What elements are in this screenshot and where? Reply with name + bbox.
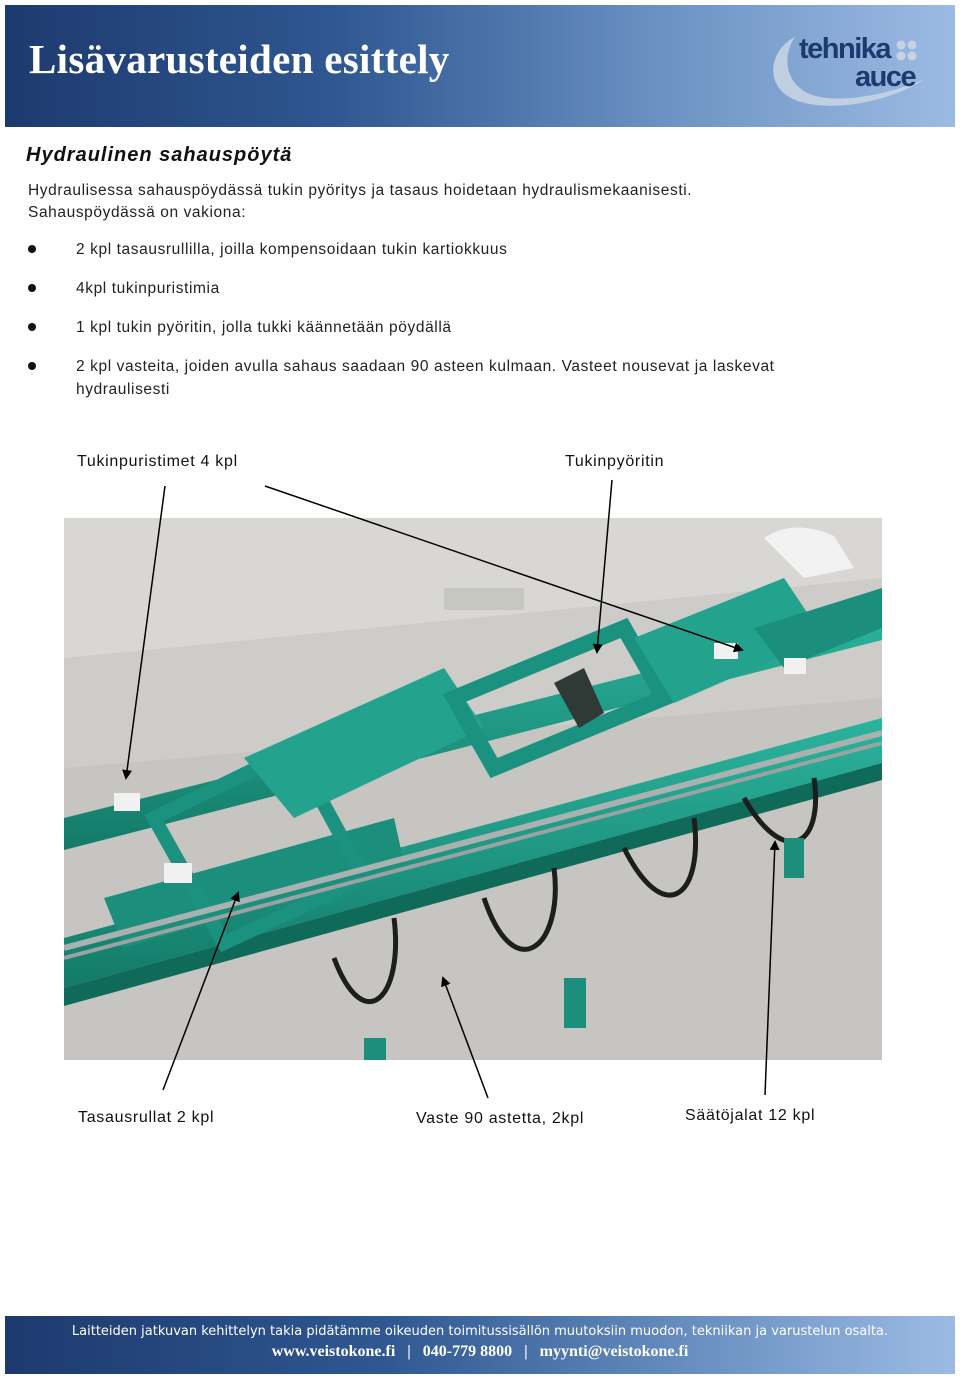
list-item-text: 2 kpl tasausrullilla, joilla kompensoidaan tukin kartiokkuus bbox=[76, 241, 508, 258]
saw-table-illustration bbox=[64, 518, 882, 1060]
callout-leveling-rollers: Tasausrullat 2 kpl bbox=[78, 1109, 215, 1126]
list-item-text: 2 kpl vasteita, joiden avulla sahaus saadaan 90 asteen kulmaan. Vasteet nousevat ja laskevat hydraulisesti bbox=[76, 358, 775, 398]
list-item-text: 1 kpl tukin pyöritin, jolla tukki käännetään pöydällä bbox=[76, 319, 452, 336]
list-item bbox=[28, 316, 828, 339]
intro-text bbox=[28, 180, 692, 224]
callout-log-turner: Tukinpyöritin bbox=[565, 453, 665, 470]
list-item bbox=[28, 238, 828, 261]
list-item bbox=[28, 355, 828, 401]
tehnika-auce-logo bbox=[765, 27, 945, 117]
footer-contact: www.veistokone.fi | 040-779 8800 | myynti@veistokone.fi bbox=[271, 1343, 689, 1360]
callout-adjustable-feet: Säätöjalat 12 kpl bbox=[685, 1107, 816, 1124]
list-item-text: 4kpl tukinpuristimia bbox=[76, 280, 220, 297]
bullet-icon bbox=[28, 362, 36, 370]
callout-clamps: Tukinpuristimet 4 kpl bbox=[77, 453, 238, 470]
intro-line-1: Hydraulisessa sahauspöydässä tukin pyöritys ja tasaus hoidetaan hydraulismekaanisesti. bbox=[28, 182, 693, 199]
intro-line-2: Sahauspöydässä on vakiona: bbox=[28, 204, 247, 221]
callout-stops: Vaste 90 astetta, 2kpl bbox=[416, 1110, 585, 1127]
bullet-icon bbox=[28, 323, 36, 331]
page-header bbox=[5, 5, 955, 127]
list-item bbox=[28, 277, 828, 300]
footer-notice: Laitteiden jatkuvan kehittelyn takia pidätämme oikeuden toimitussisällön muutoksiin muodon, tekniikan ja varustelun osalta. bbox=[71, 1324, 889, 1339]
bullet-icon bbox=[28, 284, 36, 292]
saw-table-photo bbox=[64, 518, 882, 1060]
page-footer bbox=[5, 1316, 955, 1374]
logo-text-auce: auce bbox=[855, 61, 916, 93]
section-title: Hydraulinen sahauspöytä bbox=[26, 144, 293, 166]
bullet-icon bbox=[28, 245, 36, 253]
logo-text-tehnika: tehnika bbox=[799, 33, 891, 65]
page-title: Lisävarusteiden esittely bbox=[29, 36, 450, 82]
feature-list bbox=[28, 238, 828, 401]
